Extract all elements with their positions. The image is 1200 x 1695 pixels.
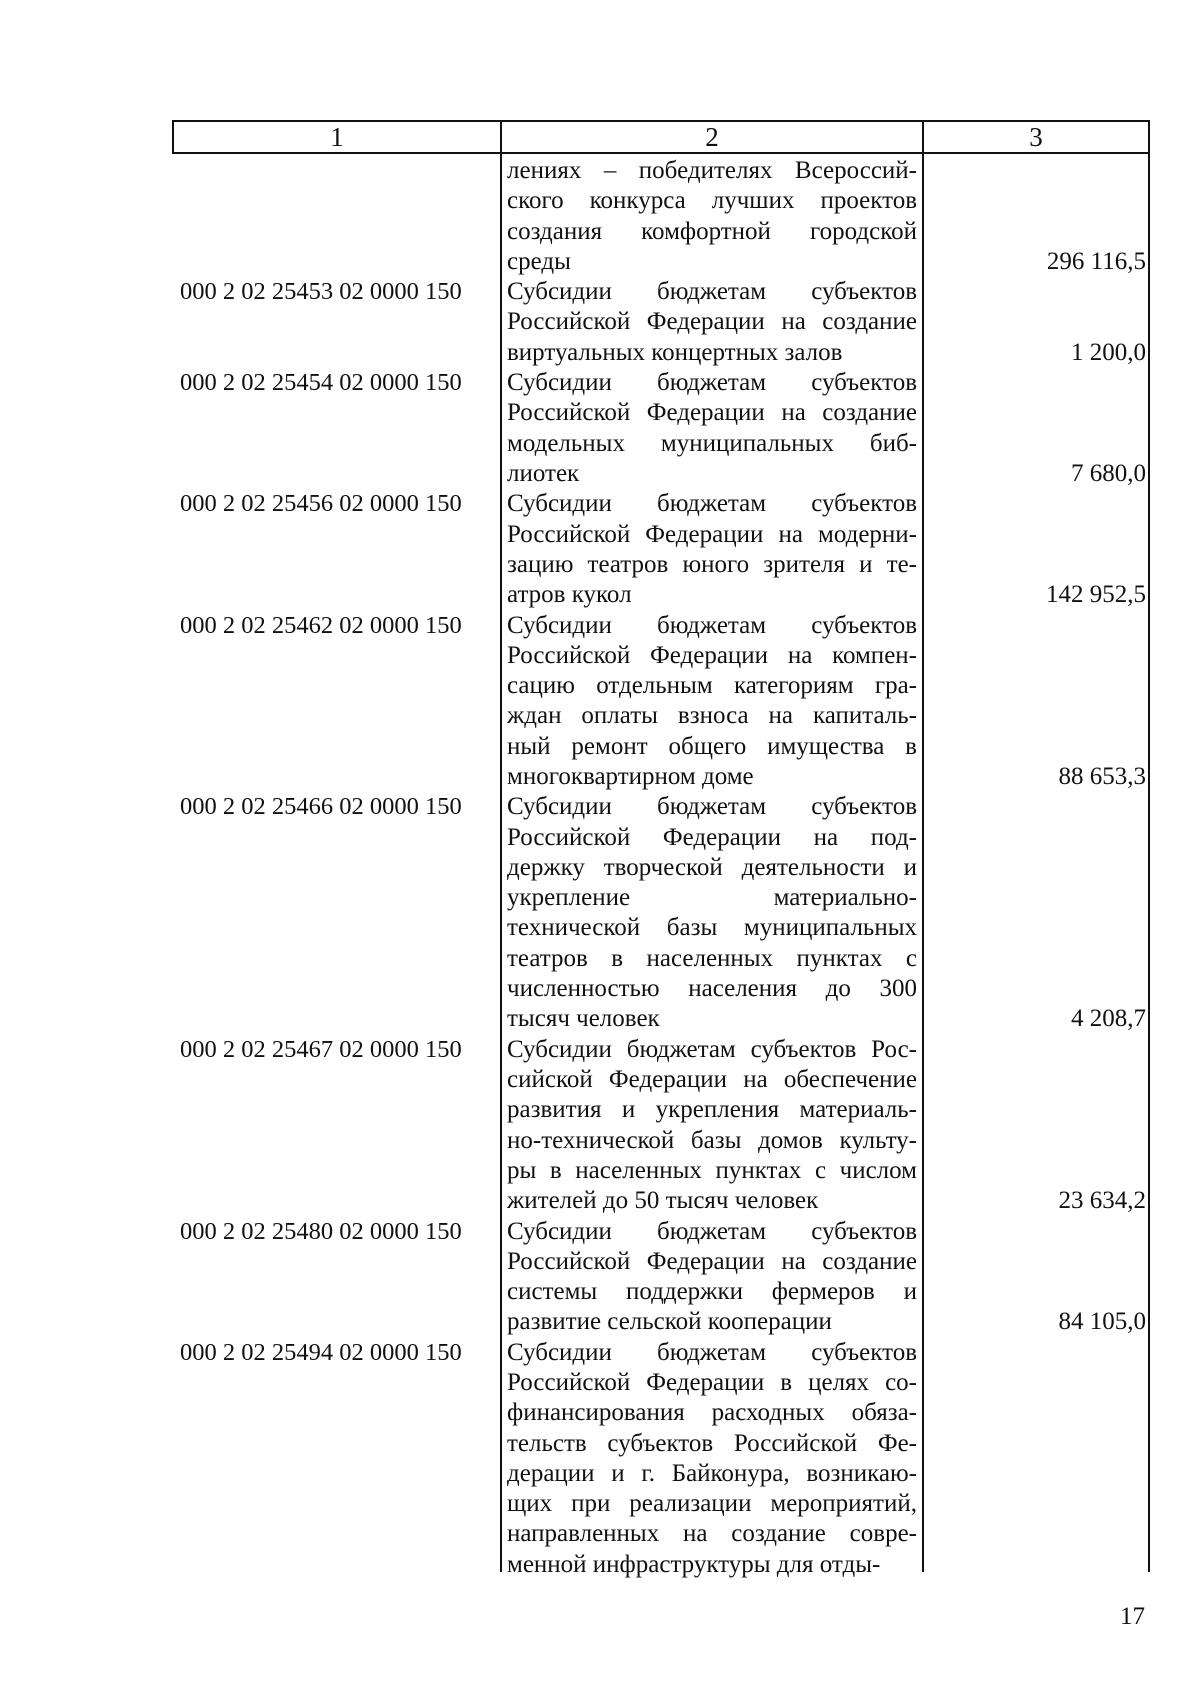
- description-line: держку творческой деятельности и: [507, 853, 917, 881]
- description-line: Субсидии бюджетам субъектов: [507, 611, 917, 639]
- description-line: тельств субъектов Российской Фе-: [507, 1429, 917, 1457]
- row-code: 000 2 02 25456 02 0000 150: [180, 490, 462, 518]
- description-line: виртуальных концертных залов: [507, 338, 843, 366]
- description-line: ный ремонт общего имущества в: [507, 732, 917, 760]
- row-description: [507, 277, 917, 368]
- row-code: 000 2 02 25467 02 0000 150: [180, 1035, 462, 1063]
- row-amount: 142 952,5: [1046, 581, 1146, 609]
- description-line: сацию отдельным категориям гра-: [507, 672, 917, 700]
- column-header-2: 2: [705, 122, 719, 152]
- description-line: тысяч человек: [507, 1005, 660, 1033]
- row-description: [507, 792, 917, 1034]
- description-line: Субсидии бюджетам субъектов: [507, 490, 917, 518]
- description-line: направленных на создание совре-: [507, 1520, 917, 1548]
- description-line: сийской Федерации на обеспечение: [507, 1065, 917, 1093]
- row-code: 000 2 02 25462 02 0000 150: [180, 611, 462, 639]
- description-line: лиотек: [507, 459, 580, 487]
- description-line: ры в населенных пунктах с числом: [507, 1156, 917, 1184]
- description-line: лениях – победителях Всероссий-: [507, 157, 917, 184]
- description-line: дерации и г. Байконура, возникаю-: [507, 1459, 917, 1487]
- row-amount: 4 208,7: [1071, 1005, 1146, 1033]
- row-amount: 1 200,0: [1071, 338, 1146, 366]
- description-line: Российской Федерации в целях со-: [507, 1368, 917, 1396]
- description-line: среды: [507, 247, 571, 275]
- description-line: развития и укрепления материаль-: [507, 1096, 917, 1124]
- description-line: но-технической базы домов культу-: [507, 1126, 917, 1154]
- description-line: Российской Федерации на модерни-: [507, 520, 917, 548]
- page-number: 17: [1120, 1603, 1145, 1630]
- row-description: [507, 1035, 917, 1217]
- table-row: [172, 489, 1150, 610]
- description-line: менной инфраструктуры для отды-: [507, 1550, 881, 1578]
- description-line: Российской Федерации на создание: [507, 399, 917, 427]
- description-line: зацию театров юного зрителя и те-: [507, 550, 917, 578]
- row-code: 000 2 02 25480 02 0000 150: [180, 1217, 462, 1245]
- row-amount: 296 116,5: [1046, 247, 1146, 275]
- row-description: [507, 489, 917, 610]
- row-code: 000 2 02 25466 02 0000 150: [180, 793, 462, 821]
- description-line: создания комфортной городской: [507, 217, 917, 245]
- description-line: Российской Федерации на под-: [507, 823, 917, 851]
- description-line: Российской Федерации на создание: [507, 308, 917, 336]
- table-row: [172, 368, 1150, 489]
- description-line: Субсидии бюджетам субъектов: [507, 369, 917, 397]
- description-line: технической базы муниципальных: [507, 914, 917, 942]
- table-row: [172, 611, 1150, 793]
- row-amount: 88 653,3: [1058, 763, 1146, 790]
- row-description: [507, 368, 917, 489]
- description-line: атров кукол: [507, 581, 632, 609]
- description-line: ждан оплаты взноса на капиталь-: [507, 702, 917, 730]
- description-line: Субсидии бюджетам субъектов Рос-: [507, 1035, 917, 1063]
- row-code: 000 2 02 25453 02 0000 150: [180, 278, 462, 306]
- header-bottom-border: [172, 152, 1150, 154]
- table-row: [172, 156, 1150, 277]
- description-line: системы поддержки фермеров и: [507, 1278, 917, 1306]
- description-line: укрепление материально-: [507, 884, 917, 912]
- description-line: Российской Федерации на создание: [507, 1247, 917, 1275]
- row-amount: 23 634,2: [1058, 1187, 1146, 1215]
- description-line: щих при реализации мероприятий,: [507, 1490, 917, 1518]
- budget-table: [172, 120, 1150, 1578]
- description-line: модельных муниципальных биб-: [507, 429, 917, 457]
- table-row: [172, 1338, 1150, 1580]
- description-line: театров в населенных пунктах с: [507, 944, 917, 972]
- description-line: Российской Федерации на компен-: [507, 641, 917, 669]
- description-line: Субсидии бюджетам субъектов: [507, 793, 917, 821]
- description-line: Субсидии бюджетам субъектов: [507, 1338, 917, 1366]
- description-line: финансирования расходных обяза-: [507, 1399, 917, 1427]
- row-description: [507, 611, 917, 793]
- description-line: жителей до 50 тысяч человек: [507, 1187, 819, 1215]
- table-top-border: [172, 120, 1150, 122]
- row-code: 000 2 02 25494 02 0000 150: [180, 1338, 462, 1366]
- row-amount: 84 105,0: [1058, 1308, 1146, 1336]
- table-row: [172, 792, 1150, 1034]
- description-line: Субсидии бюджетам субъектов: [507, 278, 917, 306]
- description-line: многоквартирном доме: [507, 762, 754, 790]
- table-row: [172, 1217, 1150, 1338]
- column-header-1: 1: [330, 122, 344, 152]
- row-description: [507, 1217, 917, 1338]
- row-description: [507, 1338, 917, 1580]
- row-amount: 7 680,0: [1071, 459, 1146, 487]
- description-line: Субсидии бюджетам субъектов: [507, 1217, 917, 1245]
- description-line: развитие сельской кооперации: [507, 1308, 832, 1336]
- table-row: [172, 1035, 1150, 1217]
- table-row: [172, 277, 1150, 368]
- description-line: численностью населения до 300: [507, 975, 917, 1003]
- column-header-3: 3: [1029, 122, 1043, 152]
- description-line: ского конкурса лучших проектов: [507, 187, 917, 215]
- row-code: 000 2 02 25454 02 0000 150: [180, 369, 462, 397]
- row-description: [507, 156, 917, 277]
